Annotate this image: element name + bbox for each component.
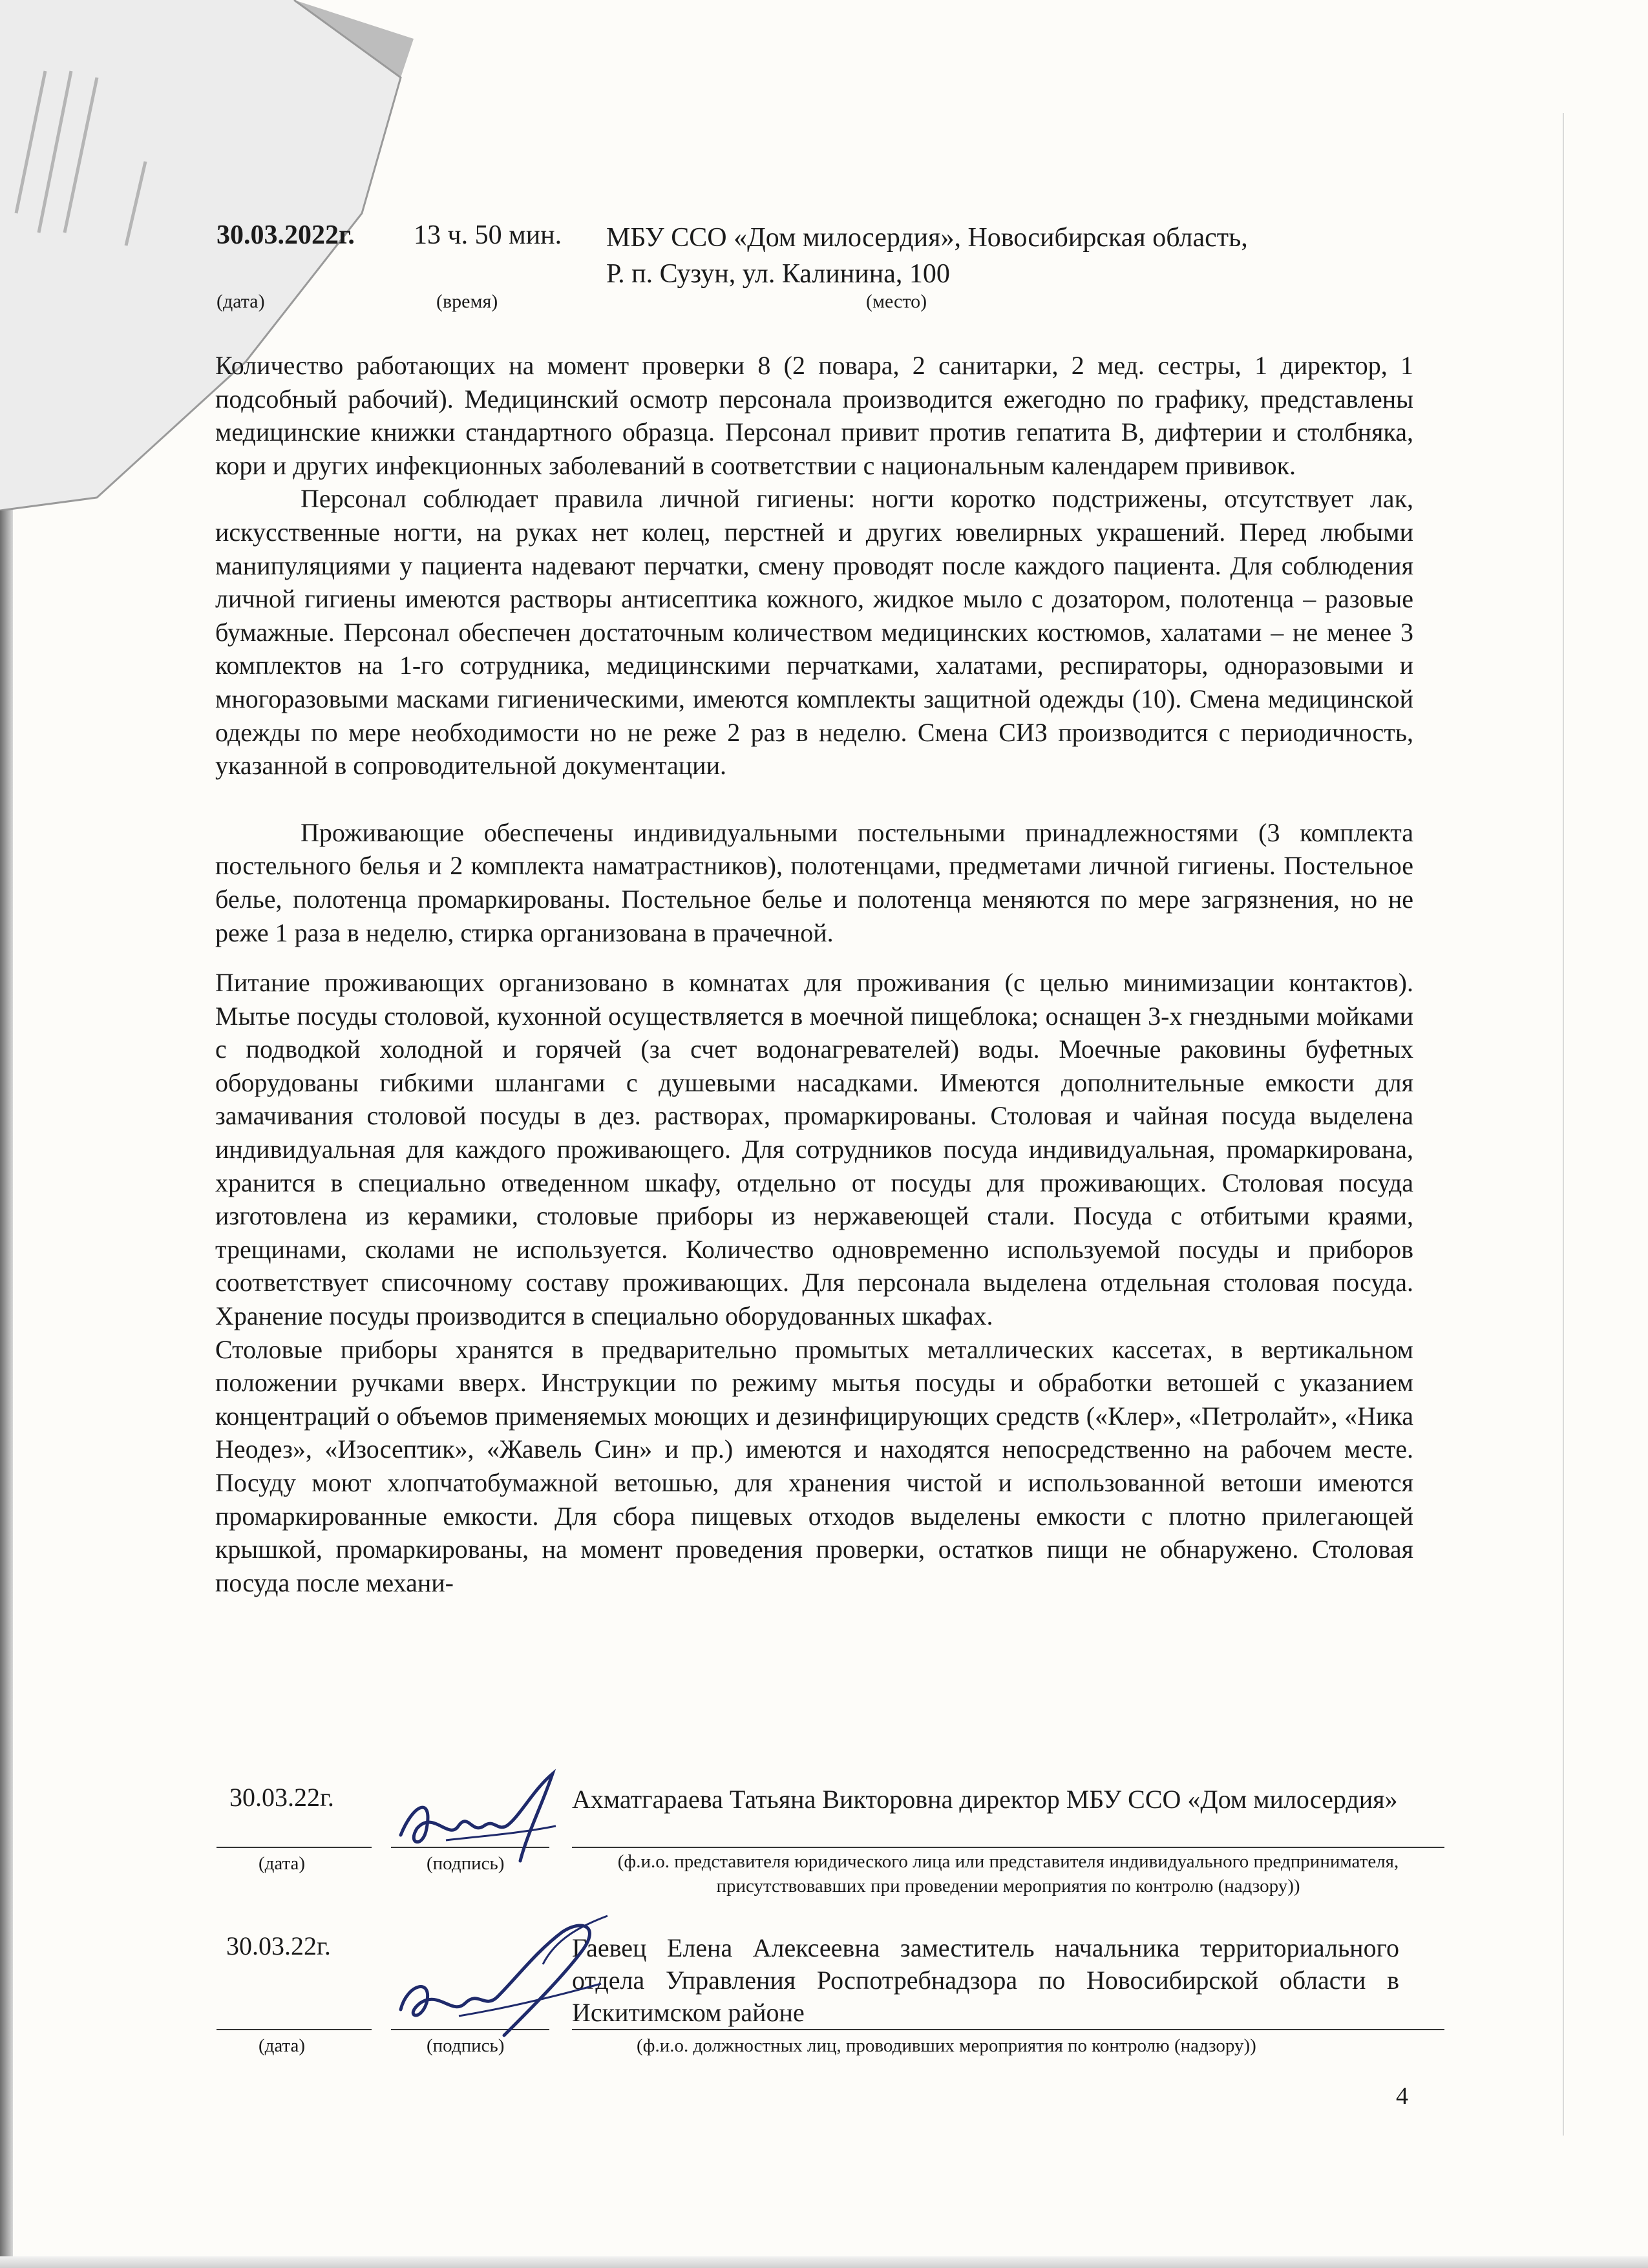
scan-bottom-edge: [0, 2256, 1648, 2268]
sign2-caption-date: (дата): [259, 2035, 306, 2056]
sign1-date-line: [217, 1847, 372, 1848]
caption-time: (время): [436, 291, 498, 312]
sign1-caption-sign: (подпись): [427, 1853, 505, 1874]
sign1-name: Ахматгараева Татьяна Викторовна директор МБУ ССО «Дом милосердия»: [572, 1785, 1398, 1814]
caption-date: (дата): [217, 291, 265, 312]
paragraph-hygiene: Персонал соблюдает правила личной гигиены: ногти коротко подстрижены, отсутствует лак, искусственные ногти, на руках нет колец, перстней и других ювелирных украшений. Перед любыми манипуляциями у пациента надевают перчатки, смену проводят после каждого пациента. Для соблюдения личной гигиены имеются растворы антисептика кожного, жидкое мыло с дозатором, полотенца – разовые бумажные. Персонал обеспечен достаточным количеством медицинских костюмов, халатами – не менее 3 комплектов на 1-го сотрудника, медицинскими перчатками, халатами, респираторы, одноразовыми и многоразовыми масками гигиеническими, имеются комплекты защитной одежды (10). Смена медицинской одежды по мере необходимости но не реже 2 раз в неделю. Смена СИЗ производится с периодичность, указанной в сопроводительной документации.: [215, 484, 1413, 781]
document-body: [215, 349, 1413, 1599]
sign1-caption-role: (ф.и.о. представителя юридического лица или представителя индивидуального предпринимателя, присутствовавших при проведении мероприятия по контролю (надзору)): [617, 1851, 1399, 1896]
sign2-date: 30.03.22г.: [226, 1931, 331, 1960]
sign2-name-line: [572, 2029, 1444, 2030]
header-place: [606, 220, 1446, 292]
signature-2: [388, 1913, 620, 2042]
sign2-name: Гаевец Елена Алексеевна заместитель начальника территориального отдела Управления Роспотребнадзора по Новосибирской области в Искитимском районе: [572, 1933, 1399, 2027]
paragraph-cutlery: Столовые приборы хранятся в предварительно промытых металлических кассетах, в вертикальном положении ручками вверх. Инструкции по режиму мытья посуды и обработки ветошей с указанием концентраций о объемов применяемых моющих и дезинфицирующих средств («Клер», «Петролайт», «Ника Неодез», «Изосептик», «Жавель Син» и пр.) имеются и находятся непосредственно на рабочем месте. Посуду моют хлопчатобумажной ветошью, для хранения чистой и использованной ветоши имеются промаркированные емкости. Для сбора пищевых отходов выделены емкости с плотно прилегающей крышкой, промаркированы, на момент проведения проверки, остатков пищи не обнаружено. Столовая посуда после механи-: [215, 1334, 1413, 1597]
sign1-date: 30.03.22г.: [229, 1783, 334, 1812]
sign1-caption-date: (дата): [259, 1853, 306, 1874]
sign1-name-line: [572, 1847, 1444, 1848]
page-number: 4: [1396, 2083, 1408, 2110]
caption-place: (место): [866, 291, 927, 312]
header-time: 13 ч. 50 мин.: [414, 220, 562, 250]
header-date: 30.03.2022г.: [217, 220, 355, 250]
header-place-line2: Р. п. Сузун, ул. Калинина, 100: [606, 259, 950, 289]
header-place-line1: МБУ ССО «Дом милосердия», Новосибирская область,: [606, 223, 1248, 253]
sign2-date-line: [217, 2029, 372, 2030]
sign2-caption-role: (ф.и.о. должностных лиц, проводивших мероприятия по контролю (надзору)): [637, 2035, 1256, 2056]
page-right-edge: [1563, 113, 1564, 2136]
paragraph-staff: Количество работающих на момент проверки 8 (2 повара, 2 санитарки, 2 мед. сестры, 1 директор, 1 подсобный рабочий). Медицинский осмотр персонала производится ежегодно по графику, представлены медицинские книжки стандартного образца. Персонал привит против гепатита В, дифтерии и столбняка, кори и других инфекционных заболеваний в соответствии с национальным календарем прививок.: [215, 351, 1413, 480]
paragraph-bedding: Проживающие обеспечены индивидуальными постельными принадлежностями (3 комплекта постельного белья и 2 комплекта наматрастников), полотенцами, предметами личной гигиены. Постельное белье, полотенца промаркированы. Постельное белье и полотенца меняются по мере загрязнения, но не реже 1 раза в неделю, стирка организована в прачечной.: [215, 817, 1413, 947]
paragraph-food: Питание проживающих организовано в комнатах для проживания (с целью минимизации контактов). Мытье посуды столовой, кухонной осуществляется в моечной пищеблока; оснащен 3-х гнездными мойками с подводкой холодной и горячей (за счет водонагревателей) воды. Моечные раковины буфетных оборудованы гибкими шлангами с душевыми насадками. Имеются дополнительные емкости для замачивания столовой посуды в дез. растворах, промаркированы. Столовая и чайная посуда выделена индивидуальная для каждого проживающего. Для сотрудников посуда индивидуальная, промаркирована, хранится в специально отведенном шкафу, отдельно от посуды для проживающих. Столовая посуда изготовлена из керамики, столовые приборы из нержавеющей стали. Посуда с отбитыми краями, трещинами, сколами не используется. Количество одновременно используемой посуды и приборов соответствует списочному составу проживающих. Для персонала выделена отдельная столовая посуда. Хранение посуды производится в специально оборудованных шкафах.: [215, 968, 1413, 1331]
signature-1: [388, 1764, 582, 1867]
sign2-caption-sign: (подпись): [427, 2035, 505, 2056]
